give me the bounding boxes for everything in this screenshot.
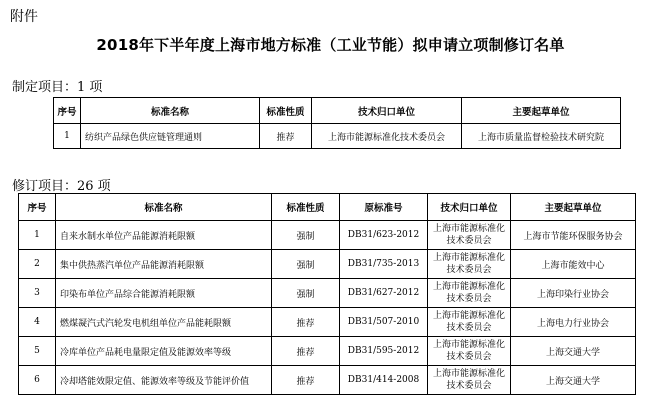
cell-no: 5 — [19, 337, 56, 366]
cell-nature: 推荐 — [272, 337, 340, 366]
col-header-drafter: 主要起草单位 — [511, 194, 636, 221]
cell-orig: DB31/595-2012 — [340, 337, 428, 366]
col-header-name: 标准名称 — [81, 98, 260, 124]
col-header-orig: 原标准号 — [340, 194, 428, 221]
cell-no: 3 — [19, 279, 56, 308]
col-header-drafter: 主要起草单位 — [462, 98, 621, 124]
table-row — [54, 124, 621, 149]
cell-tc: 上海市能源标准化技术委员会 — [428, 337, 511, 366]
col-header-no: 序号 — [19, 194, 56, 221]
document-title: 2018年下半年度上海市地方标准（工业节能）拟申请立项制修订名单 — [96, 36, 565, 54]
col-header-nature: 标准性质 — [272, 194, 340, 221]
new-standards-heading: 制定项目：1 项 — [12, 80, 103, 95]
cell-no: 1 — [19, 221, 56, 250]
cell-orig: DB31/507-2010 — [340, 308, 428, 337]
cell-drafter: 上海印染行业协会 — [511, 279, 636, 308]
cell-tc: 上海市能源标准化技术委员会 — [428, 279, 511, 308]
cell-drafter: 上海市节能环保服务协会 — [511, 221, 636, 250]
col-header-nature: 标准性质 — [260, 98, 312, 124]
col-header-tc: 技术归口单位 — [428, 194, 511, 221]
cell-drafter: 上海交通大学 — [511, 366, 636, 395]
cell-name: 冷却塔能效限定值、能源效率等级及节能评价值 — [56, 366, 272, 395]
cell-nature: 推荐 — [272, 308, 340, 337]
cell-nature: 强制 — [272, 279, 340, 308]
cell-orig: DB31/735-2013 — [340, 250, 428, 279]
cell-drafter: 上海电力行业协会 — [511, 308, 636, 337]
revised-standards-heading: 修订项目：26 项 — [12, 179, 111, 194]
cell-orig: DB31/414-2008 — [340, 366, 428, 395]
cell-drafter: 上海市能效中心 — [511, 250, 636, 279]
table-header-row — [19, 194, 636, 221]
cell-name: 集中供热蒸汽单位产品能源消耗限额 — [56, 250, 272, 279]
attachment-label: 附件 — [10, 9, 38, 25]
cell-no: 2 — [19, 250, 56, 279]
cell-drafter: 上海市质量监督检验技术研究院 — [462, 124, 621, 149]
cell-nature: 强制 — [272, 221, 340, 250]
cell-name: 自来水制水单位产品能源消耗限额 — [56, 221, 272, 250]
table-row — [19, 250, 636, 279]
cell-name: 纺织产品绿色供应链管理通则 — [81, 124, 260, 149]
cell-name: 印染布单位产品综合能源消耗限额 — [56, 279, 272, 308]
table-row — [19, 366, 636, 395]
cell-nature: 强制 — [272, 250, 340, 279]
table-row — [19, 308, 636, 337]
cell-tc: 上海市能源标准化技术委员会 — [428, 250, 511, 279]
cell-no: 4 — [19, 308, 56, 337]
cell-tc: 上海市能源标准化技术委员会 — [428, 366, 511, 395]
table-header-row — [54, 98, 621, 124]
cell-name: 冷库单位产品耗电量限定值及能源效率等级 — [56, 337, 272, 366]
new-standards-table — [53, 97, 621, 149]
cell-orig: DB31/627-2012 — [340, 279, 428, 308]
cell-drafter: 上海交通大学 — [511, 337, 636, 366]
col-header-tc: 技术归口单位 — [312, 98, 462, 124]
cell-orig: DB31/623-2012 — [340, 221, 428, 250]
table-row — [19, 337, 636, 366]
cell-tc: 上海市能源标准化技术委员会 — [428, 308, 511, 337]
col-header-no: 序号 — [54, 98, 81, 124]
col-header-name: 标准名称 — [56, 194, 272, 221]
cell-name: 燃煤凝汽式汽轮发电机组单位产品能耗限额 — [56, 308, 272, 337]
cell-no: 6 — [19, 366, 56, 395]
table-row — [19, 279, 636, 308]
cell-tc: 上海市能源标准化技术委员会 — [428, 221, 511, 250]
cell-nature: 推荐 — [260, 124, 312, 149]
cell-nature: 推荐 — [272, 366, 340, 395]
cell-no: 1 — [54, 124, 81, 149]
revised-standards-table — [18, 193, 636, 395]
table-row — [19, 221, 636, 250]
cell-tc: 上海市能源标准化技术委员会 — [312, 124, 462, 149]
